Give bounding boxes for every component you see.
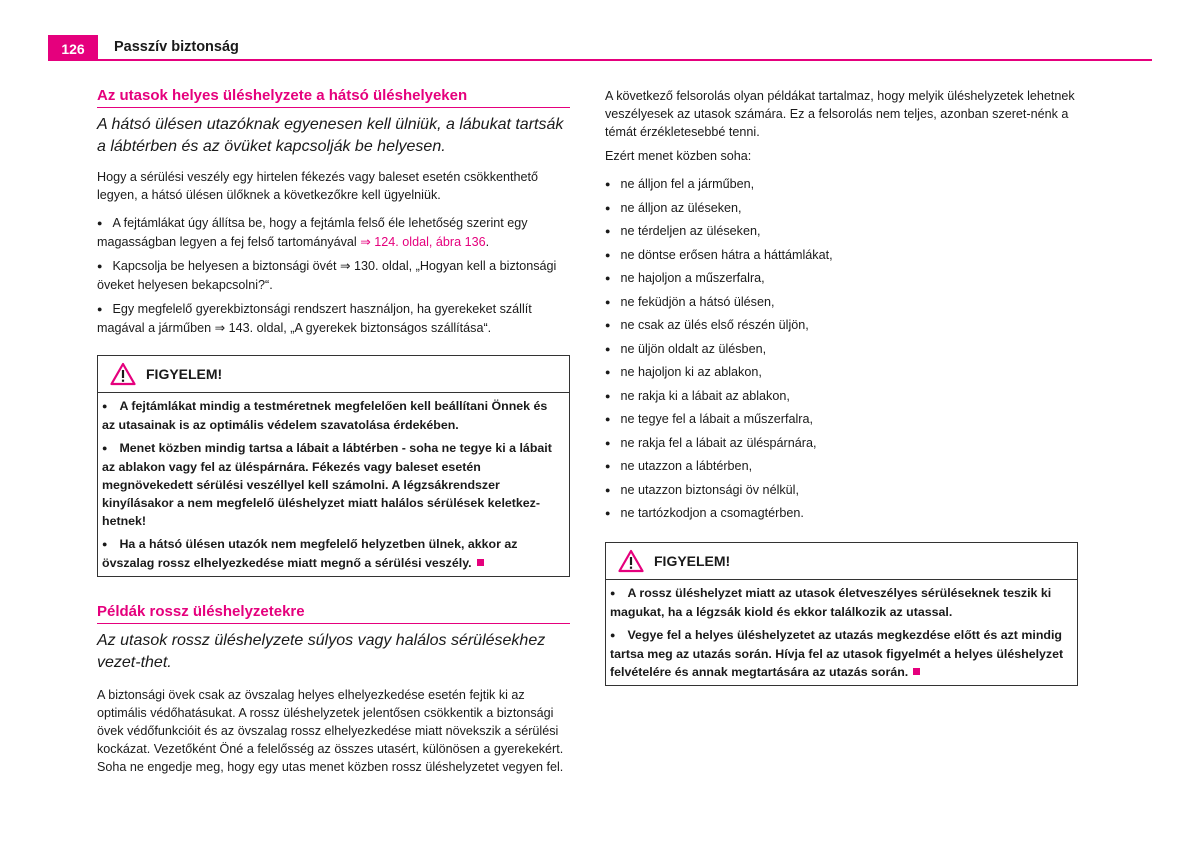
- never-label: Ezért menet közben soha:: [605, 149, 752, 163]
- bullet-headrest-end: .: [485, 235, 490, 249]
- section-lead: Az utasok rossz üléshelyzete súlyos vagy halálos sérülésekhez vezet-thet.: [97, 632, 546, 671]
- warning-item-text: Ha a hátsó ülésen utazók nem megfelelő helyzetben ülnek, akkor az övszalag rossz elhelyezkedése miatt megnő a sérülési veszély.: [102, 537, 518, 570]
- warning-item: [102, 535, 563, 572]
- page-reference-link[interactable]: ⇒ 124. oldal, ábra 136: [360, 235, 486, 249]
- list-item: ● ne álljon az üléseken,: [605, 197, 1078, 221]
- warning-title: FIGYELEM!: [146, 366, 223, 382]
- list-item: ● ne hajoljon a műszerfalra,: [605, 267, 1078, 291]
- end-mark-icon: [913, 668, 920, 675]
- list-item: ● ne utazzon a lábtérben,: [605, 455, 1078, 479]
- list-item: ● ne feküdjön a hátsó ülésen,: [605, 291, 1078, 315]
- bullet-seatbelt: ● Kapcsolja be helyesen a biztonsági övét ⇒ 130. oldal, „Hogyan kell a biztonsági öveket helyesen bekapcsolni?“.: [97, 257, 570, 294]
- list-item: ● ne tartózkodjon a csomagtérben.: [605, 502, 1078, 526]
- warning-item: [610, 626, 1071, 681]
- warning-body: [606, 580, 1077, 685]
- end-mark-icon: [477, 559, 484, 566]
- header-rule: [48, 59, 1152, 61]
- bad-position-list: [605, 173, 1078, 526]
- list-item: ● ne tegye fel a lábait a műszerfalra,: [605, 408, 1078, 432]
- warning-header: [606, 543, 1077, 580]
- chapter-title: Passzív biztonság: [114, 39, 239, 55]
- warning-item: ● A rossz üléshelyzet miatt az utasok életveszélyes sérüléseknek teszik ki magukat, ha a légzsák kiold és ekkor találkozik az utassal.: [610, 584, 1071, 621]
- warning-title: FIGYELEM!: [654, 552, 731, 569]
- section-heading-seating: Az utasok helyes üléshelyzete a hátsó üléshelyeken: [97, 87, 570, 108]
- list-item: ● ne rakja ki a lábait az ablakon,: [605, 385, 1078, 409]
- examples-intro: A következő felsorolás olyan példákat tartalmaz, hogy melyik üléshelyzetek lehetnek veszélyesek az utasok számára. Ez a felsorolás nem teljes, azonban szeret-nénk a témát érzékletesebbé tenni.: [605, 89, 1075, 139]
- body-paragraph: A biztonsági övek csak az övszalag helyes elhelyezkedése esetén fejtik ki az optimális védőhatásukat. A rossz üléshelyzetek jelentősen csökkentik a biztonsági övek védőfunkcióit és az övszalag rossz elhelyezkedése miatt növekszik a sérülési kockázat. Vezetőként Öné a felelősség az összes utasért, különösen a gyerekekért. Soha ne engedje meg, hogy egy utas menet közben rossz üléshelyzetet vegyen fel.: [97, 688, 564, 774]
- intro-paragraph: Hogy a sérülési veszély egy hirtelen fékezés vagy baleset esetén csökkenthető legyen, a hátsó ülésen ülőknek a következőkre kell ügyelniük.: [97, 170, 539, 202]
- left-column: [97, 87, 570, 776]
- warning-item: ● Menet közben mindig tartsa a lábait a lábtérben - soha ne tegye ki a lábait az ablakon vagy fel az üléspárnára. Fékezés vagy baleset esetén megnövekedett sérülési veszéllyel kell számolni. A légzsákrendszer kinyílásakor a nem megfelelő üléshelyzet miatt halálos sérülések keletkez-hetnek!: [102, 439, 563, 530]
- warning-header: [98, 356, 569, 393]
- list-item: ● ne álljon fel a járműben,: [605, 173, 1078, 197]
- section-lead: A hátsó ülésen utazóknak egyenesen kell ülniük, a lábukat tartsák a lábtérben és az övüket kapcsolják be helyesen.: [97, 116, 564, 155]
- page-number: 126: [48, 35, 98, 61]
- list-item: ● ne csak az ülés első részén üljön,: [605, 314, 1078, 338]
- list-item: ● ne üljön oldalt az ülésben,: [605, 338, 1078, 362]
- warning-item-text: Vegye fel a helyes üléshelyzetet az utazás megkezdése előtt és azt mindig tartsa meg az utazás során. Hívja fel az utasok figyelmét a helyes üléshelyzet felvételére és annak megtartására az utazás során.: [610, 627, 1064, 679]
- warning-triangle-icon: [618, 549, 644, 573]
- right-column: [605, 87, 1078, 686]
- warning-box: [97, 355, 570, 577]
- list-item: ● ne döntse erősen hátra a háttámlákat,: [605, 244, 1078, 268]
- section-heading-bad-positions: Példák rossz üléshelyzetekre: [97, 603, 570, 624]
- list-item: ● ne hajoljon ki az ablakon,: [605, 361, 1078, 385]
- warning-triangle-icon: [110, 362, 136, 386]
- bullet-headrest-text: A fejtámlákat úgy állítsa be, hogy a fejtámla felső éle lehetőség szerint egy magasságban legyen a fej felső tartományával: [97, 216, 528, 249]
- bullet-headrest: [97, 214, 570, 251]
- list-item: ● ne térdeljen az üléseken,: [605, 220, 1078, 244]
- list-item: ● ne rakja fel a lábait az üléspárnára,: [605, 432, 1078, 456]
- warning-body: [98, 393, 569, 576]
- warning-item: ● A fejtámlákat mindig a testméretnek megfelelően kell beállítani Önnek és az utasainak is az optimális védelem szavatolása érdekében.: [102, 397, 563, 434]
- bullet-child-seat: ● Egy megfelelő gyerekbiztonsági rendszert használjon, ha gyerekeket szállít magával a járműben ⇒ 143. oldal, „A gyerekek biztonságos szállítása“.: [97, 300, 570, 337]
- list-item: ● ne utazzon biztonsági öv nélkül,: [605, 479, 1078, 503]
- warning-box: [605, 542, 1078, 686]
